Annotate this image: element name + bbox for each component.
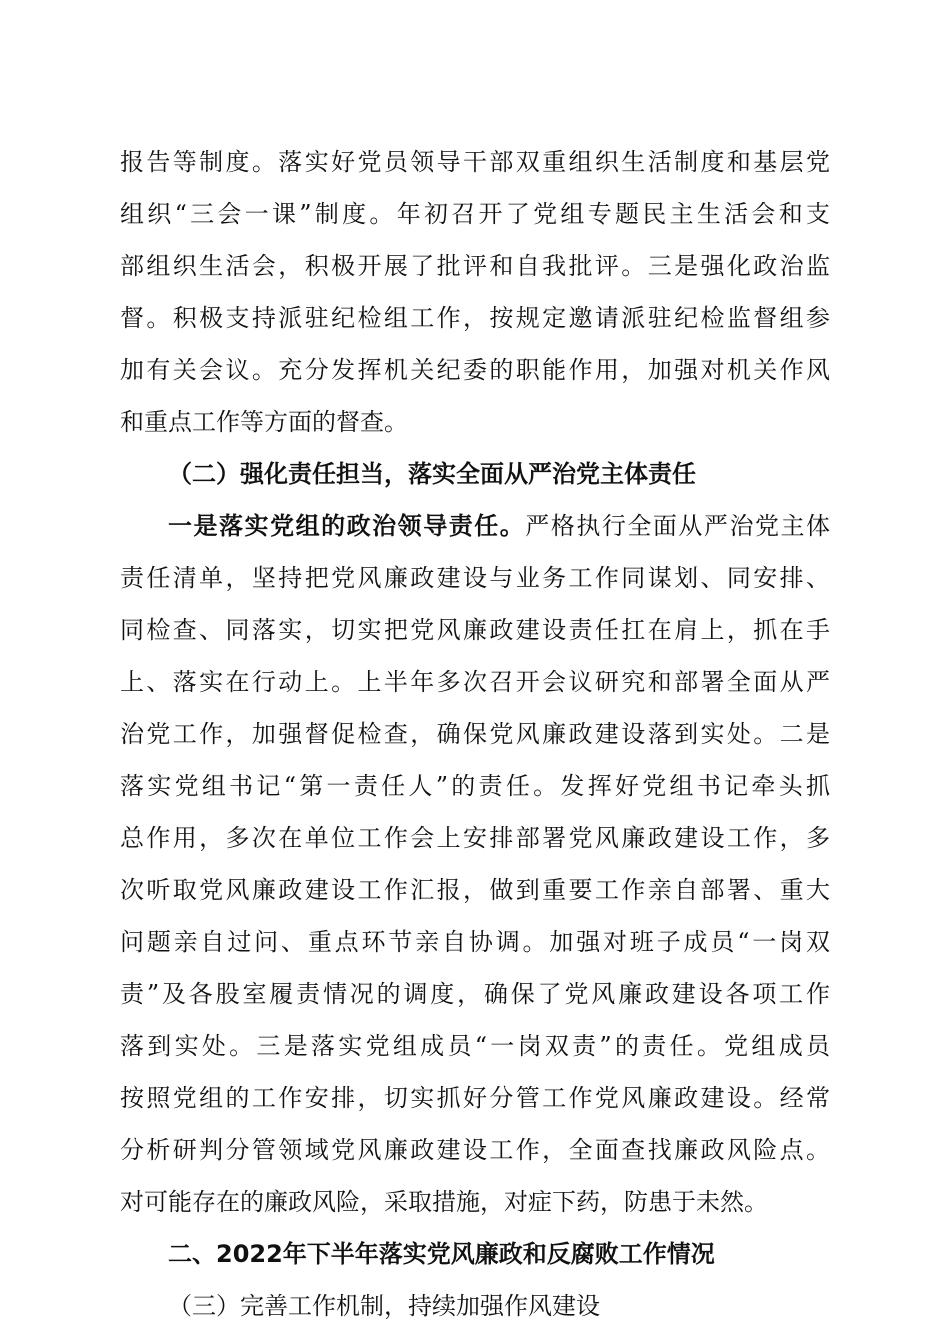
lead-phrase: 一是落实党组的政治领导责任。 (168, 512, 526, 540)
paragraph-line: 加有关会议。充分发挥机关纪委的职能作用，加强对机关作风 (120, 356, 830, 384)
paragraph-line: 上、落实在行动上。上半年多次召开会议研究和部署全面从严 (120, 668, 830, 696)
paragraph-line: 责任清单，坚持把党风廉政建设与业务工作同谋划、同安排、 (120, 564, 830, 592)
paragraph-line: 部组织生活会，积极开展了批评和自我批评。三是强化政治监 (120, 252, 830, 280)
paragraph-line: 责”及各股室履责情况的调度，确保了党风廉政建设各项工作 (120, 980, 830, 1008)
paragraph-line: 次听取党风廉政建设工作汇报，做到重要工作亲自部署、重大 (120, 876, 830, 904)
paragraph-line: 总作用，多次在单位工作会上安排部署党风廉政建设工作，多 (120, 824, 830, 852)
paragraph-line-lead (168, 500, 830, 552)
paragraph-line: 按照党组的工作安排，切实抓好分管工作党风廉政建设。经常 (120, 1084, 830, 1112)
paragraph-line: 对可能存在的廉政风险，采取措施，对症下药，防患于未然。 (120, 1188, 768, 1216)
paragraph-line: 和重点工作等方面的督查。 (120, 408, 408, 436)
paragraph-line: 落到实处。三是落实党组成员“一岗双责”的责任。党组成员 (120, 1032, 830, 1060)
paragraph-line: 问题亲自过问、重点环节亲自协调。加强对班子成员“一岗双 (120, 928, 830, 956)
subheading-2: （二）强化责任担当，落实全面从严治党主体责任 (168, 460, 696, 488)
section-heading: 二、2022年下半年落实党风廉政和反腐败工作情况 (168, 1240, 715, 1268)
subheading-3: （三）完善工作机制，持续加强作风建设 (168, 1292, 600, 1320)
paragraph-line: 落实党组书记“第一责任人”的责任。发挥好党组书记牵头抓 (120, 772, 830, 800)
paragraph-line: 督。积极支持派驻纪检组工作，按规定邀请派驻纪检监督组参 (120, 304, 830, 332)
paragraph-line: 组织“三会一课”制度。年初召开了党组专题民主生活会和支 (120, 200, 830, 228)
paragraph-line: 治党工作，加强督促检查，确保党风廉政建设落到实处。二是 (120, 720, 830, 748)
paragraph-line: 报告等制度。落实好党员领导干部双重组织生活制度和基层党 (120, 148, 830, 176)
lead-rest: 严格执行全面从严治党主体 (525, 512, 830, 540)
paragraph-line: 分析研判分管领域党风廉政建设工作，全面查找廉政风险点。 (120, 1136, 830, 1164)
paragraph-line: 同检查、同落实，切实把党风廉政建设责任扛在肩上，抓在手 (120, 616, 830, 644)
